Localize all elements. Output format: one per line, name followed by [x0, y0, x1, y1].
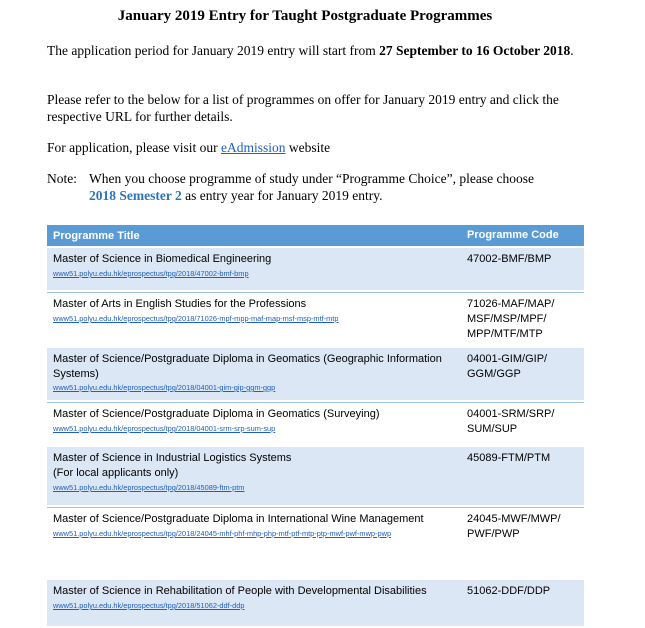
intro-dates: 27 September to 16 October 2018: [379, 43, 571, 58]
programme-code: 51062-DDF/DDP: [467, 585, 551, 597]
programme-name: Master of Science in Rehabilitation of People with Developmental Disabilities: [53, 585, 427, 597]
programme-name: Master of Science/Postgraduate Diploma in Geomatics (Surveying): [53, 408, 380, 420]
apply-text: For application, please visit our: [47, 140, 221, 155]
programme-url[interactable]: www51.polyu.edu.hk/eprospectus/tpg/2018/04001-gim-gip-ggm-ggp: [53, 383, 276, 392]
programme-cell: [47, 293, 461, 346]
intro-text: The application period for January 2019 entry will start from: [47, 43, 380, 58]
table-row: [47, 580, 584, 628]
apply-text-end: website: [285, 140, 331, 155]
note-paragraph: [47, 170, 607, 204]
programme-url[interactable]: www51.polyu.edu.hk/eprospectus/tpg/2018/04001-srm-srp-sum-sup: [53, 424, 276, 433]
programme-code: 47002-BMF/BMP: [467, 253, 552, 265]
table-row: [47, 447, 584, 507]
note-line2: as entry year for January 2019 entry.: [181, 188, 383, 203]
header-title: Programme Title: [53, 229, 140, 242]
programme-name: Master of Science in Biomedical Engineering: [53, 253, 272, 265]
programme-code: 04001-GIM/GIP/ GGM/GGP: [467, 353, 548, 380]
programme-code: 04001-SRM/SRP/ SUM/SUP: [467, 408, 555, 435]
programme-code: 45089-FTM/PTM: [467, 452, 551, 464]
programme-url[interactable]: www51.polyu.edu.hk/eprospectus/tpg/2018/71026-mpf-mpp-maf-map-msf-msp-mtf-mtp: [53, 314, 339, 323]
programme-code: 24045-MWF/MWP/ PWF/PWP: [467, 513, 561, 540]
programme-name: Master of Science/Postgraduate Diploma in Geomatics (Geographic Information Systems): [53, 353, 442, 380]
table-row: [47, 348, 584, 402]
programme-url[interactable]: www51.polyu.edu.hk/eprospectus/tpg/2018/24045-mhf-phf-mhp-php-mtf-ptf-mtp-ptp-mwf-pwf-mwp-pwp: [53, 529, 392, 538]
programme-url[interactable]: www51.polyu.edu.hk/eprospectus/tpg/2018/45089-ftm-ptm: [53, 483, 245, 492]
programme-cell: [47, 348, 461, 400]
note-line1: When you choose programme of study under “Programme Choice”, please choose: [89, 171, 534, 186]
table-row: [47, 402, 584, 447]
table-header: [47, 225, 584, 248]
programme-cell: [47, 508, 461, 578]
intro-paragraph: [47, 42, 587, 59]
table-row: [47, 507, 584, 580]
table-row: [47, 292, 584, 348]
note-label: Note:: [47, 171, 77, 186]
programme-cell: [47, 248, 461, 290]
programme-name: Master of Arts in English Studies for the Professions: [53, 298, 307, 310]
programme-table: [47, 225, 584, 628]
intro-end: .: [570, 43, 574, 58]
programme-cell: [47, 580, 461, 626]
semester-highlight: 2018 Semester 2: [89, 188, 182, 203]
table-row: [47, 248, 584, 292]
programme-url[interactable]: www51.polyu.edu.hk/eprospectus/tpg/2018/51062-ddf-ddp: [53, 601, 245, 610]
header-code: Programme Code: [467, 229, 559, 241]
programme-name: Master of Science/Postgraduate Diploma in International Wine Management: [53, 513, 424, 525]
programme-cell: [47, 403, 461, 445]
programme-code: 71026-MAF/MAP/ MSF/MSP/MPF/ MPP/MTF/MTP: [467, 298, 555, 340]
programme-name: Master of Science in Industrial Logistics Systems: [53, 452, 292, 464]
refer-paragraph: Please refer to the below for a list of programmes on offer for January 2019 entry and click the respective URL for further details.: [47, 92, 559, 124]
programme-subnote: (For local applicants only): [53, 467, 179, 479]
programme-cell: [47, 447, 461, 505]
page-title: January 2019 Entry for Taught Postgraduate Programmes: [117, 8, 493, 24]
apply-paragraph: [47, 139, 330, 156]
programme-url[interactable]: www51.polyu.edu.hk/eprospectus/tpg/2018/47002-bmf-bmp: [53, 269, 249, 278]
eadmission-link[interactable]: eAdmission: [220, 140, 286, 155]
